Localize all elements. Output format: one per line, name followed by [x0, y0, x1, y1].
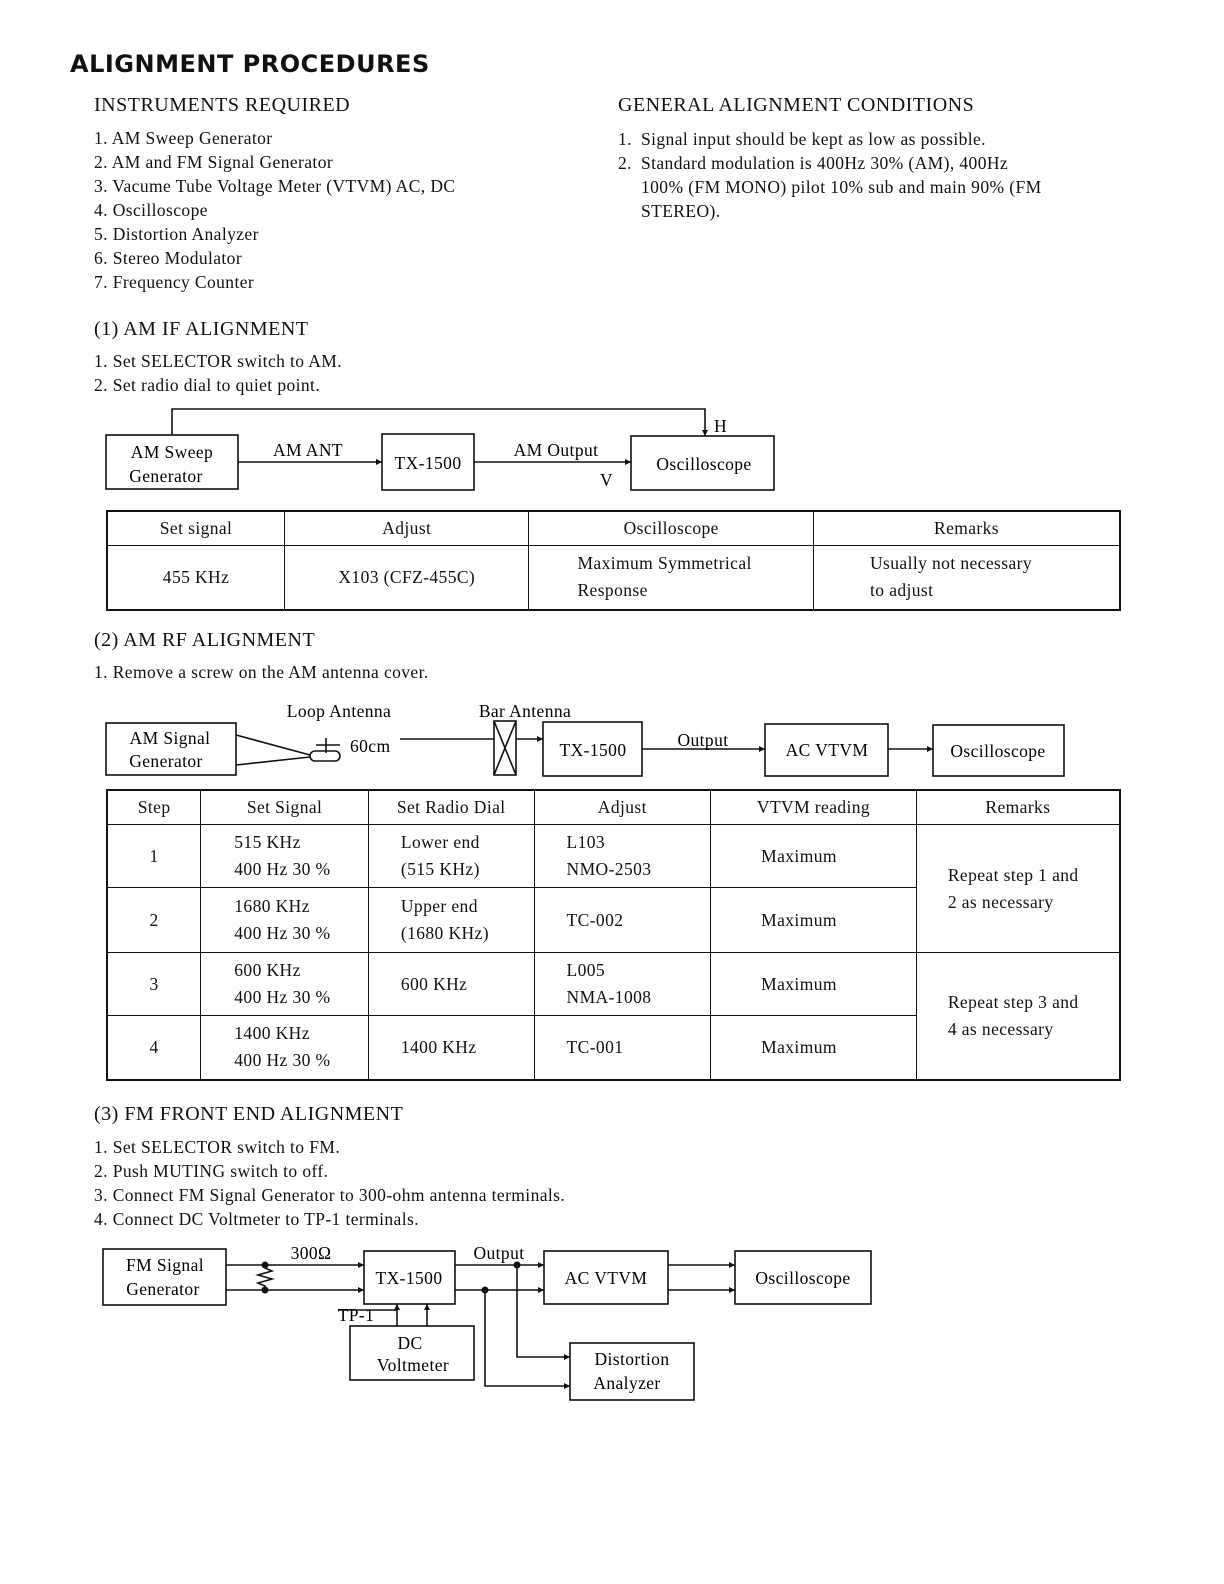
list-item	[618, 151, 1051, 223]
conditions-list	[618, 127, 1051, 223]
cell-line: Response	[577, 580, 648, 601]
page-title: ALIGNMENT PROCEDURES	[70, 50, 430, 78]
cell-line: Repeat step 3 and	[947, 991, 1079, 1012]
fm-front-diagram	[0, 1235, 1224, 1410]
column-header: Adjust	[534, 790, 711, 825]
generator-label: FM Signal	[126, 1255, 204, 1275]
distortion-analyzer-label: Distortion	[594, 1349, 670, 1369]
list-item: 2. Set radio dial to quiet point.	[94, 375, 321, 395]
oscilloscope-label: Oscilloscope	[656, 454, 752, 474]
cell-line: 400 Hz 30 %	[234, 923, 331, 943]
tx1500-label: TX-1500	[394, 453, 462, 473]
output-label: Output	[473, 1243, 525, 1263]
arrow-icon	[358, 1262, 364, 1268]
am-if-table	[106, 510, 1121, 611]
cell-line: L005	[566, 960, 606, 980]
am-if-heading: (1) AM IF ALIGNMENT	[94, 318, 309, 340]
cell-reading: Maximum	[711, 825, 917, 888]
generator-label: Generator	[126, 1279, 200, 1299]
cell-dial	[368, 825, 534, 888]
column-header: Set signal	[107, 511, 285, 546]
column-header: Set Signal	[201, 790, 369, 825]
arrow-icon	[538, 1287, 544, 1293]
cell-adjust: X103 (CFZ-455C)	[285, 546, 529, 610]
column-header: Set Radio Dial	[368, 790, 534, 825]
cell-line: Maximum Symmetrical	[577, 553, 752, 574]
arrow-icon	[424, 1304, 430, 1310]
am-rf-table	[106, 789, 1121, 1081]
cell-line: 4 as necessary	[947, 1018, 1054, 1039]
impedance-label: 300Ω	[290, 1243, 332, 1263]
loop-antenna-label: Loop Antenna	[286, 701, 392, 721]
item-text: Standard modulation is 400Hz 30% (AM), 400Hz 100% (FM MONO) pilot 10% sub and main 90% (FM STEREO).	[641, 153, 1042, 221]
cell-reading: Maximum	[711, 1016, 917, 1080]
arrow-icon	[927, 746, 933, 752]
generator-label: AM Sweep	[130, 442, 214, 462]
column-header: Remarks	[814, 511, 1120, 546]
cell-line: 400 Hz 30 %	[234, 1050, 331, 1071]
item-number: 2.	[618, 153, 632, 173]
column-header: VTVM reading	[711, 790, 917, 825]
cell-adjust: TC-001	[534, 1016, 711, 1080]
arrow-icon	[394, 1304, 400, 1310]
tx1500-label: TX-1500	[559, 740, 627, 760]
column-header: Step	[107, 790, 201, 825]
arrow-icon	[538, 1262, 544, 1268]
output-label: Output	[677, 730, 729, 750]
instruments-list	[94, 126, 455, 294]
cell-line: Upper end	[400, 896, 478, 916]
instruments-heading: INSTRUMENTS REQUIRED	[94, 94, 351, 116]
am-rf-steps	[94, 660, 429, 684]
cell-signal	[201, 825, 369, 888]
cell-dial: 1400 KHz	[368, 1016, 534, 1080]
table-row	[107, 953, 1120, 1016]
column-header: Remarks	[916, 790, 1120, 825]
cell-step: 3	[107, 953, 201, 1016]
distortion-analyzer-label: Analyzer	[593, 1373, 661, 1393]
column-header: Adjust	[285, 511, 529, 546]
cell-adjust: TC-002	[534, 888, 711, 953]
list-item: 4. Connect DC Voltmeter to TP-1 terminals.	[94, 1209, 419, 1229]
generator-label: Generator	[129, 751, 203, 771]
arrow-icon	[625, 459, 631, 465]
arrow-icon	[702, 430, 708, 436]
list-item: 7. Frequency Counter	[94, 272, 255, 292]
cell-step: 2	[107, 888, 201, 953]
oscilloscope-label: Oscilloscope	[950, 741, 1046, 761]
cell-line: Usually not necessary	[870, 553, 1032, 574]
arrow-icon	[358, 1287, 364, 1293]
cell-reading: Maximum	[711, 953, 917, 1016]
bar-antenna-label: Bar Antenna	[478, 701, 572, 721]
oscilloscope-label: Oscilloscope	[755, 1268, 851, 1288]
item-text: Signal input should be kept as low as possible.	[641, 129, 986, 149]
am-if-steps	[94, 349, 342, 397]
cell-line: 400 Hz 30 %	[234, 859, 331, 879]
cell-line: Repeat step 1 and	[947, 864, 1079, 885]
column-header: Oscilloscope	[529, 511, 814, 546]
am-rf-diagram	[0, 695, 1224, 785]
list-item: 3. Connect FM Signal Generator to 300-ohm antenna terminals.	[94, 1185, 566, 1205]
cell-line: (1680 KHz)	[400, 923, 489, 943]
generator-label: Generator	[129, 466, 203, 486]
list-item: 5. Distortion Analyzer	[94, 224, 259, 244]
cell-remarks	[916, 825, 1120, 953]
cell-reading: Maximum	[711, 888, 917, 953]
cell-remarks	[916, 953, 1120, 1080]
cell-line: 600 KHz	[234, 960, 301, 980]
cell-line: to adjust	[870, 580, 934, 601]
cell-line: L103	[566, 832, 606, 852]
cell-signal: 455 KHz	[107, 546, 285, 610]
loop-antenna-icon	[310, 751, 340, 761]
list-item: 1. Set SELECTOR switch to FM.	[94, 1137, 341, 1157]
resistor-icon	[258, 1265, 272, 1290]
am-output-label: AM Output	[513, 440, 599, 460]
cell-line: 515 KHz	[234, 832, 301, 852]
am-if-diagram	[0, 400, 1224, 500]
tp1-label: TP-1	[337, 1305, 375, 1325]
generator-label: AM Signal	[129, 728, 211, 748]
am-rf-heading: (2) AM RF ALIGNMENT	[94, 629, 316, 651]
arrow-icon	[729, 1287, 735, 1293]
list-item: 1. Set SELECTOR switch to AM.	[94, 351, 343, 371]
arrow-icon	[729, 1262, 735, 1268]
arrow-icon	[564, 1383, 570, 1389]
table-row	[107, 825, 1120, 888]
conditions-heading: GENERAL ALIGNMENT CONDITIONS	[618, 94, 975, 116]
cell-adjust	[534, 953, 711, 1016]
cell-line: NMA-1008	[566, 987, 652, 1007]
list-item: 1. Remove a screw on the AM antenna cover.	[94, 662, 429, 682]
table-row	[107, 546, 1120, 610]
cell-adjust	[534, 825, 711, 888]
am-ant-label: AM ANT	[273, 440, 343, 460]
arrow-icon	[376, 459, 382, 465]
list-item: 2. AM and FM Signal Generator	[94, 152, 334, 172]
cell-dial	[368, 888, 534, 953]
cell-dial: 600 KHz	[368, 953, 534, 1016]
v-input-label: V	[600, 470, 614, 490]
cell-line: 2 as necessary	[947, 891, 1054, 912]
cell-line: 400 Hz 30 %	[234, 987, 331, 1007]
list-item: 3. Vacume Tube Voltage Meter (VTVM) AC, DC	[94, 176, 456, 196]
ac-vtvm-label: AC VTVM	[564, 1268, 648, 1288]
dc-voltmeter-label: Voltmeter	[376, 1355, 450, 1375]
list-item	[618, 127, 1051, 151]
cell-line: 1400 KHz	[234, 1023, 310, 1044]
arrow-icon	[564, 1354, 570, 1360]
fm-front-heading: (3) FM FRONT END ALIGNMENT	[94, 1103, 404, 1125]
cell-signal	[201, 888, 369, 953]
cell-oscilloscope	[529, 546, 814, 610]
dc-voltmeter-label: DC	[397, 1333, 423, 1353]
cell-line: NMO-2503	[566, 859, 652, 879]
list-item: 4. Oscilloscope	[94, 200, 208, 220]
cell-step: 4	[107, 1016, 201, 1080]
list-item: 2. Push MUTING switch to off.	[94, 1161, 329, 1181]
distance-label: 60cm	[350, 736, 391, 756]
cell-signal	[201, 1016, 369, 1080]
h-input-label: H	[714, 416, 728, 436]
list-item: 6. Stereo Modulator	[94, 248, 243, 268]
cell-step: 1	[107, 825, 201, 888]
cell-line: Lower end	[400, 832, 480, 852]
cell-remarks	[814, 546, 1120, 610]
arrow-icon	[759, 746, 765, 752]
arrow-icon	[537, 736, 543, 742]
cell-signal	[201, 953, 369, 1016]
ac-vtvm-label: AC VTVM	[785, 740, 869, 760]
cell-line: (515 KHz)	[400, 859, 480, 879]
cell-line: 1680 KHz	[234, 896, 310, 916]
item-number: 1.	[618, 129, 632, 149]
list-item: 1. AM Sweep Generator	[94, 128, 273, 148]
tx1500-label: TX-1500	[375, 1268, 443, 1288]
fm-front-steps	[94, 1135, 565, 1231]
